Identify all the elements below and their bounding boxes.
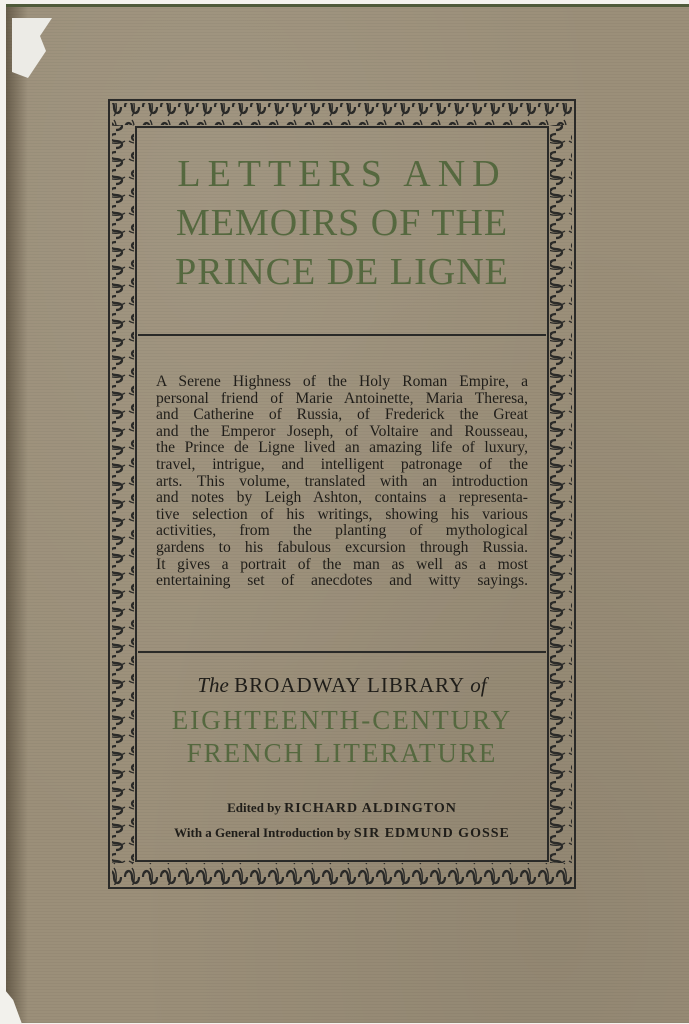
blurb-line: and Catherine of Russia, of Frederick the Great [156,406,528,424]
blurb-line: the Prince de Ligne lived an amazing life of luxury, [156,439,528,457]
series-name [132,670,552,700]
blurb-line: travel, intrigue, and intelligent patronage of the [156,455,528,473]
blurb-line: and the Emperor Joseph, of Voltaire and Rousseau, [156,422,528,440]
blurb-line: entertaining set of anecdotes and witty sayings. [156,572,528,590]
title-line-3: PRINCE DE LIGNE [175,251,509,293]
editor-name: RICHARD ALDINGTON [284,801,457,816]
divider-top [138,334,546,336]
blurb-line: tive selection of his writings, showing his various [156,505,528,523]
series-subject [132,704,552,770]
series-subject-line-2: FRENCH LITERATURE [186,738,498,768]
series-subject-line-1: EIGHTEENTH-CENTURY [171,705,513,735]
blurb-line: It gives a portrait of the man as well as a most [156,555,528,573]
book-title [132,150,552,297]
divider-bottom [138,651,546,653]
introduction-author: SIR EDMUND GOSSE [353,826,510,841]
introduction-credit [132,821,552,846]
blurb-line: activities, from the planting of mythological [156,522,528,540]
credits [132,796,552,846]
blurb-line: arts. This volume, translated with an introduction [156,472,528,490]
description-blurb [156,374,528,590]
editor-prefix: Edited by [227,800,281,815]
blurb-line: personal friend of Marie Antoinette, Maria Theresa, [156,389,528,407]
spine-shadow [6,7,28,1023]
title-line-2: MEMOIRS OF THE [175,202,509,244]
series-of: of [470,673,487,697]
introduction-prefix: With a General Introduction by [174,825,351,840]
editor-credit [132,796,552,821]
blurb-line: A Serene Highness of the Holy Roman Empire, a [156,373,528,390]
series-the: The [197,673,229,697]
blurb-line: gardens to his fabulous excursion through Russia. [156,538,528,556]
blurb-line: and notes by Leigh Ashton, contains a representa- [156,489,528,507]
title-line-1: LETTERS AND [177,153,507,195]
series-library-name: BROADWAY LIBRARY [234,673,466,697]
